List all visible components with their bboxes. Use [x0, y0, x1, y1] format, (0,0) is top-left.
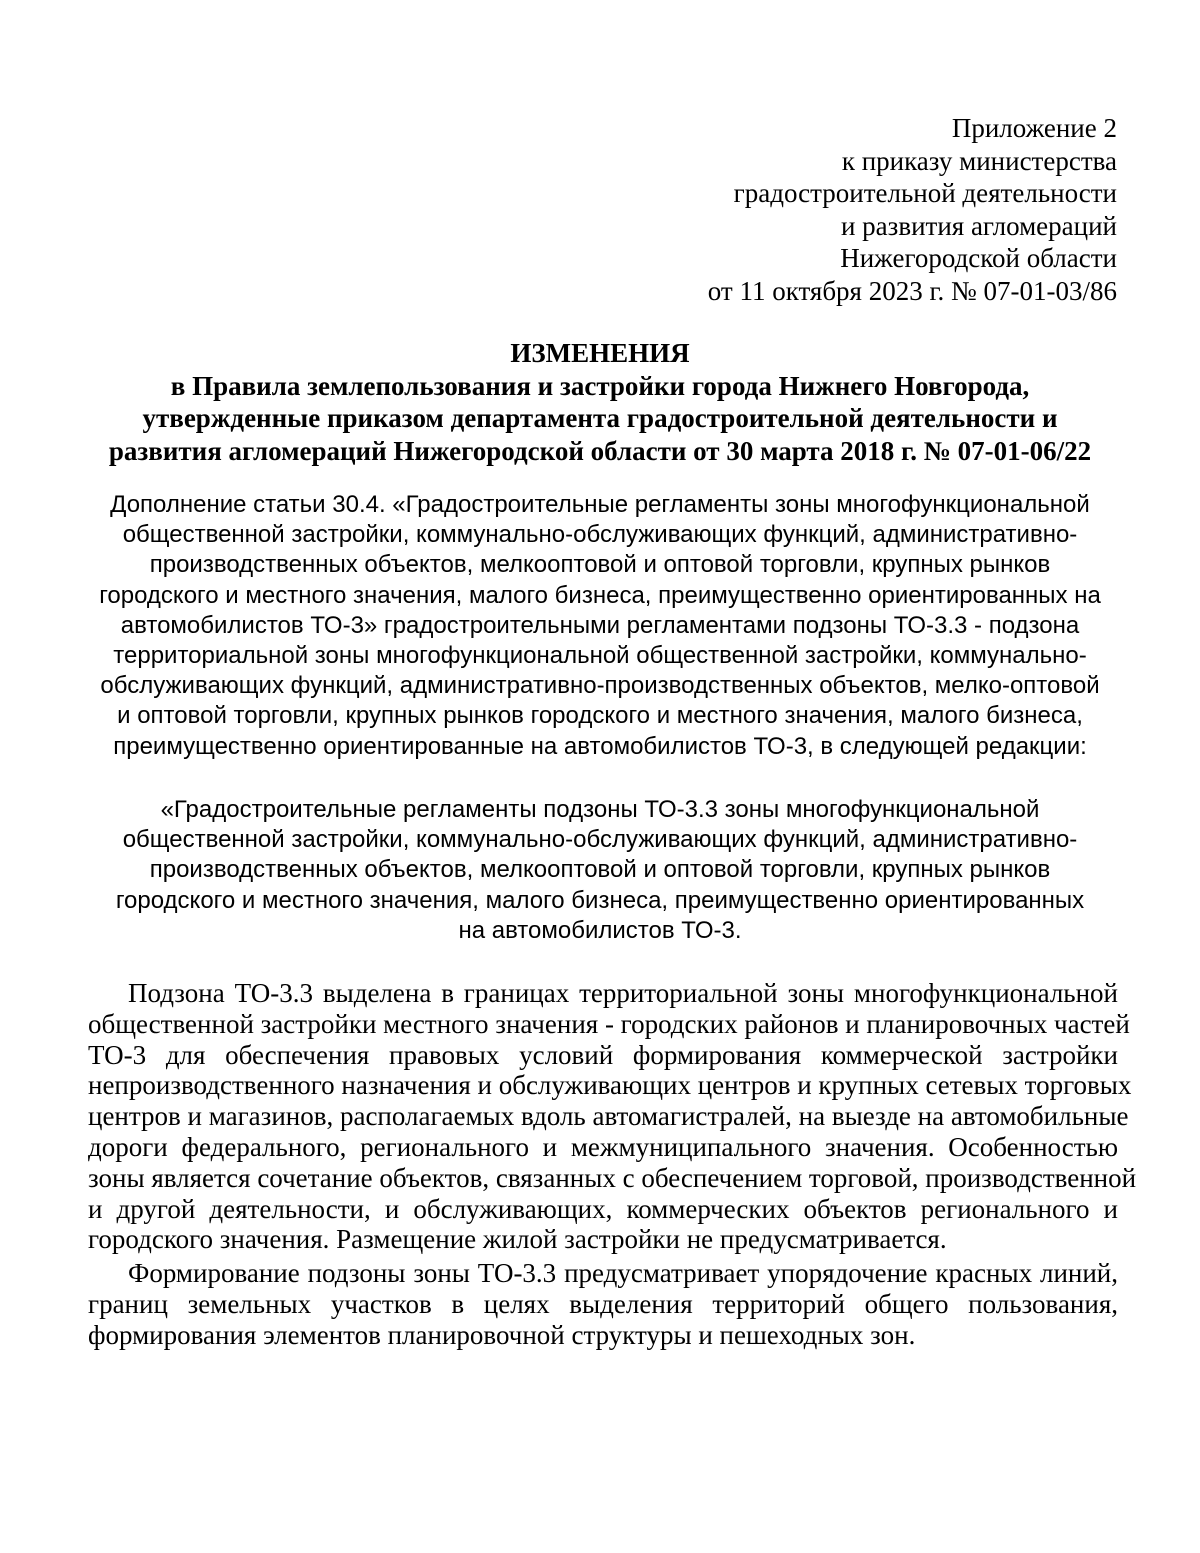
- addition-line: обслуживающих функций, административно-производственных объектов, мелко-оптовой: [100, 672, 1100, 700]
- addition-paragraph: [60, 490, 1140, 762]
- body-paragraph-1: [88, 978, 1137, 1255]
- appendix-line: градостроительной деятельности: [733, 178, 1117, 208]
- addition-line: преимущественно ориентированные на автомобилистов ТО-3, в следующей редакции:: [113, 732, 1087, 760]
- quote-line: общественной застройки, коммунально-обслуживающих функций, административно-: [122, 826, 1078, 854]
- regulations-subheading: [60, 795, 1140, 946]
- heading-line: развития агломераций Нижегородской области от 30 марта 2018 г. № 07-01-06/22: [108, 435, 1092, 466]
- quote-line: городского и местного значения, малого бизнеса, преимущественно ориентированных: [115, 886, 1085, 914]
- appendix-line: от 11 октября 2023 г. № 07-01-03/86: [707, 275, 1117, 306]
- addition-line: городского и местного значения, малого бизнеса, преимущественно ориентированных на: [99, 581, 1101, 609]
- paragraph-line: ТО-3 для обеспечения правовых условий формирования коммерческой застройки: [88, 1039, 1118, 1070]
- body-paragraph-2: [88, 1258, 1118, 1350]
- heading-line: утвержденные приказом департамента градостроительной деятельности и: [142, 403, 1058, 433]
- quote-line: производственных объектов, мелкооптовой и оптовой торговли, крупных рынков: [149, 856, 1051, 884]
- paragraph-line: общественной застройки местного значения - городских районов и планировочных частей: [88, 1008, 1130, 1039]
- paragraph-line: формирования элементов планировочной структуры и пешеходных зон.: [88, 1319, 916, 1350]
- paragraph-line: Подзона ТО-3.3 выделена в границах территориальной зоны многофункциональной: [128, 978, 1118, 1008]
- appendix-line: Нижегородской области: [840, 243, 1117, 273]
- document-heading: [70, 337, 1130, 467]
- appendix-block: [557, 112, 1117, 307]
- heading-title: ИЗМЕНЕНИЯ: [510, 338, 690, 368]
- addition-line: общественной застройки, коммунально-обслуживающих функций, административно-: [122, 521, 1078, 549]
- heading-line: в Правила землепользования и застройки города Нижнего Новгорода,: [170, 370, 1030, 401]
- paragraph-line: Формирование подзоны зоны ТО-3.3 предусматривает упорядочение красных линий,: [128, 1258, 1118, 1288]
- paragraph-line: центров и магазинов, располагаемых вдоль автомагистралей, на выезде на автомобильные: [88, 1101, 1129, 1132]
- appendix-line: и развития агломераций: [840, 210, 1117, 241]
- addition-line: автомобилистов ТО-3» градостроительными регламентами подзоны ТО-3.3 - подзона: [120, 611, 1080, 639]
- paragraph-line: зоны является сочетание объектов, связанных с обеспечением торговой, производственной: [88, 1162, 1137, 1193]
- paragraph-line: границ земельных участков в целях выделения территорий общего пользования,: [88, 1288, 1118, 1319]
- addition-line: и оптовой торговли, крупных рынков городского и местного значения, малого бизнеса,: [117, 702, 1083, 730]
- appendix-line: Приложение 2: [951, 113, 1117, 143]
- addition-line: территориальной зоны многофункциональной общественной застройки, коммунально-: [113, 642, 1087, 670]
- paragraph-line: городского значения. Размещение жилой застройки не предусматривается.: [88, 1224, 947, 1255]
- paragraph-line: дороги федерального, регионального и межмуниципального значения. Особенностью: [88, 1131, 1118, 1162]
- appendix-line: к приказу министерства: [841, 145, 1117, 176]
- quote-line: на автомобилистов ТО-3.: [458, 916, 742, 944]
- paragraph-line: непроизводственного назначения и обслуживающих центров и крупных сетевых торговых: [88, 1070, 1132, 1101]
- paragraph-line: и другой деятельности, и обслуживающих, коммерческих объектов регионального и: [88, 1193, 1118, 1224]
- addition-line: Дополнение статьи 30.4. «Градостроительные регламенты зоны многофункциональной: [110, 491, 1090, 518]
- addition-line: производственных объектов, мелкооптовой и оптовой торговли, крупных рынков: [149, 551, 1051, 579]
- quote-line: «Градостроительные регламенты подзоны ТО-3.3 зоны многофункциональной: [160, 796, 1040, 823]
